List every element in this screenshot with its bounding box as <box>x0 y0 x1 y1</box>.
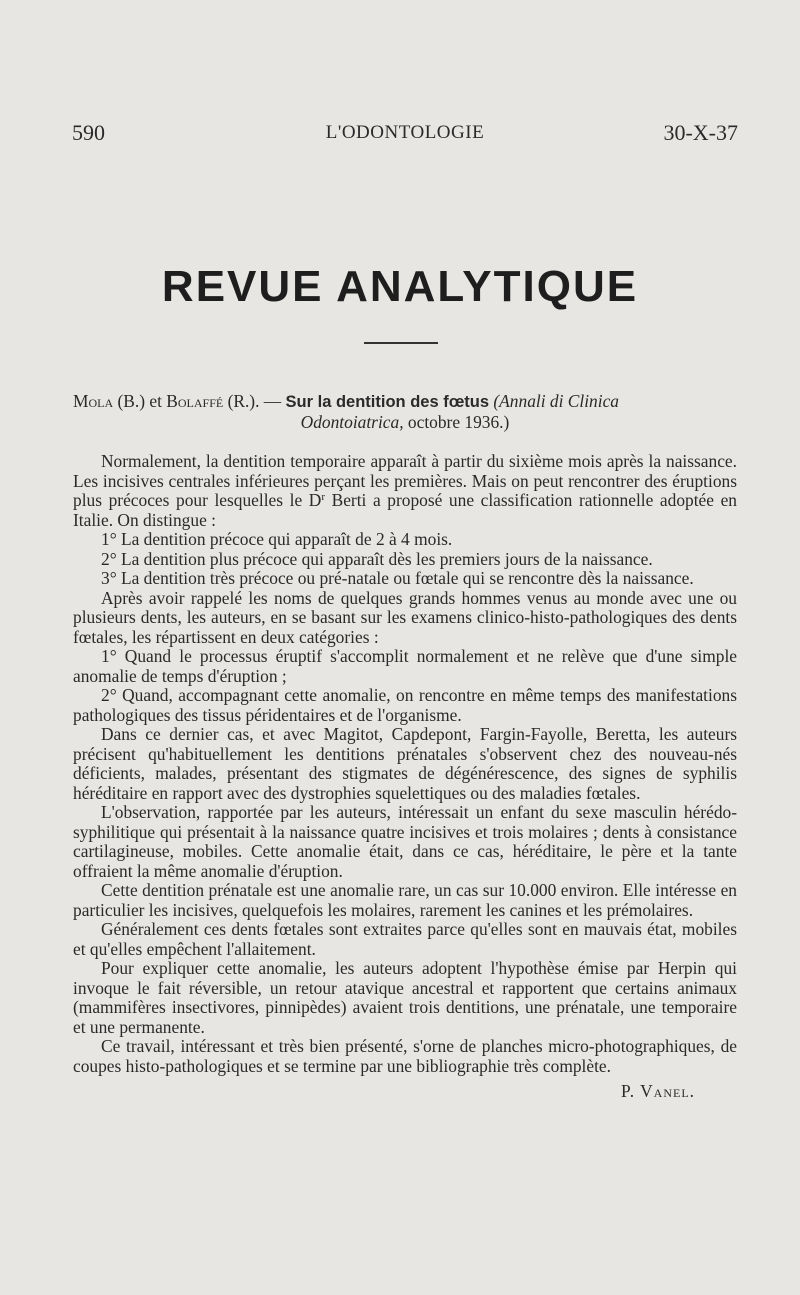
page-number: 590 <box>72 120 105 145</box>
article-body <box>73 392 737 1102</box>
paragraph-9: L'observation, rapportée par les auteurs, intéressait un enfant du sexe masculin hérédo-syphilitique qui présentait à la naissance quatre incisives et trois molaires ; dents à consistance cartilagineuse, mobiles. Cette anomalie était, dans ce cas, héréditaire, le père et la tante offraient la même anomalie d'éruption. <box>73 802 737 881</box>
article-title: Sur la dentition des fœtus <box>285 393 490 411</box>
paragraph-4: 3° La dentition très précoce ou pré-natale ou fœtale qui se rencontre dès la naissance. <box>101 568 694 588</box>
paragraph-2: 1° La dentition précoce qui apparaît de 2 à 4 mois. <box>101 529 453 549</box>
paragraph-8: Dans ce dernier cas, et avec Magitot, Capdepont, Fargin-Fayolle, Beretta, les auteurs précisent qu'habituellement les dentitions prénatales s'observent chez des nouveau-nés déficients, malades, présentant des stigmates de dégénérescence, des signes de syphilis héréditaire en rapport avec des dystrophies squelettiques ou des maladies fœtales. <box>73 724 737 803</box>
paragraph-10: Cette dentition prénatale est une anomalie rare, un cas sur 10.000 environ. Elle intéresse en particulier les incisives, quelquefois les molaires, rarement les canines et les prémolaires. <box>73 880 737 920</box>
author-mola: Mola <box>73 391 114 411</box>
paragraph-6: 1° Quand le processus éruptif s'accomplit normalement et ne relève que d'une simple anomalie de temps d'éruption ; <box>73 646 737 686</box>
author-initial-b: (B.) et <box>113 391 167 411</box>
article-heading <box>73 392 737 413</box>
journal-title: L'ODONTOLOGIE <box>325 122 485 143</box>
source-date: octobre 1936.) <box>403 411 510 432</box>
author-signature: P. Vanel. <box>620 1081 695 1101</box>
paragraph-1-text-end: Berti a proposé une classification rationnelle adoptée en Italie. On distingue : <box>73 490 737 530</box>
source-journal-cont: Odontoiatrica, <box>300 411 404 432</box>
superscript-r: r <box>321 491 326 503</box>
title-divider <box>364 342 438 344</box>
paragraph-3: 2° La dentition plus précoce qui apparaît dès les premiers jours de la naissance. <box>101 548 653 569</box>
paragraph-13: Ce travail, intéressant et très bien présenté, s'orne de planches micro-photographiques, de coupes histo-pathologiques et se termine par une bibliographie très complète. <box>73 1036 737 1076</box>
paragraph-12: Pour expliquer cette anomalie, les auteurs adoptent l'hypothèse émise par Herpin qui invoque le fait réversible, un retour atavique ancestral et rapportent que certains animaux (mammifères insectivores, pinnipèdes) avaient trois dentitions, une prénatale, une temporaire et une permanente. <box>73 958 737 1037</box>
paragraph-1 <box>73 452 737 530</box>
paragraph-5: Après avoir rappelé les noms de quelques grands hommes venus au monde avec une ou plusieurs dents, les auteurs, en se basant sur les examens clinico-histo-pathologiques des dents fœtales, les répartissent en deux catégories : <box>73 587 737 647</box>
paragraph-11: Généralement ces dents fœtales sont extraites parce qu'elles sont en mauvais état, mobiles et qu'elles empêchent l'allaitement. <box>73 919 737 959</box>
running-header <box>72 120 738 150</box>
paragraph-1-text: Normalement, la dentition temporaire apparaît à partir du sixième mois après la naissance. Les incisives centrales inférieures perçant les premières. Mais on peut rencontrer des éruptions plus précoces pour lesquelles le D <box>73 451 737 510</box>
article-heading-continued <box>73 413 737 433</box>
issue-date: 30-X-37 <box>663 120 738 145</box>
section-title: REVUE ANALYTIQUE <box>161 262 639 311</box>
paragraph-7: 2° Quand, accompagnant cette anomalie, on rencontre en même temps des manifestations pathologiques des tissus péridentaires et de l'organisme. <box>73 685 737 725</box>
author-bolaffe: Bolaffé <box>166 391 224 411</box>
source-journal: (Annali di Clinica <box>489 391 619 411</box>
author-initial-r: (R.). — <box>223 391 286 411</box>
